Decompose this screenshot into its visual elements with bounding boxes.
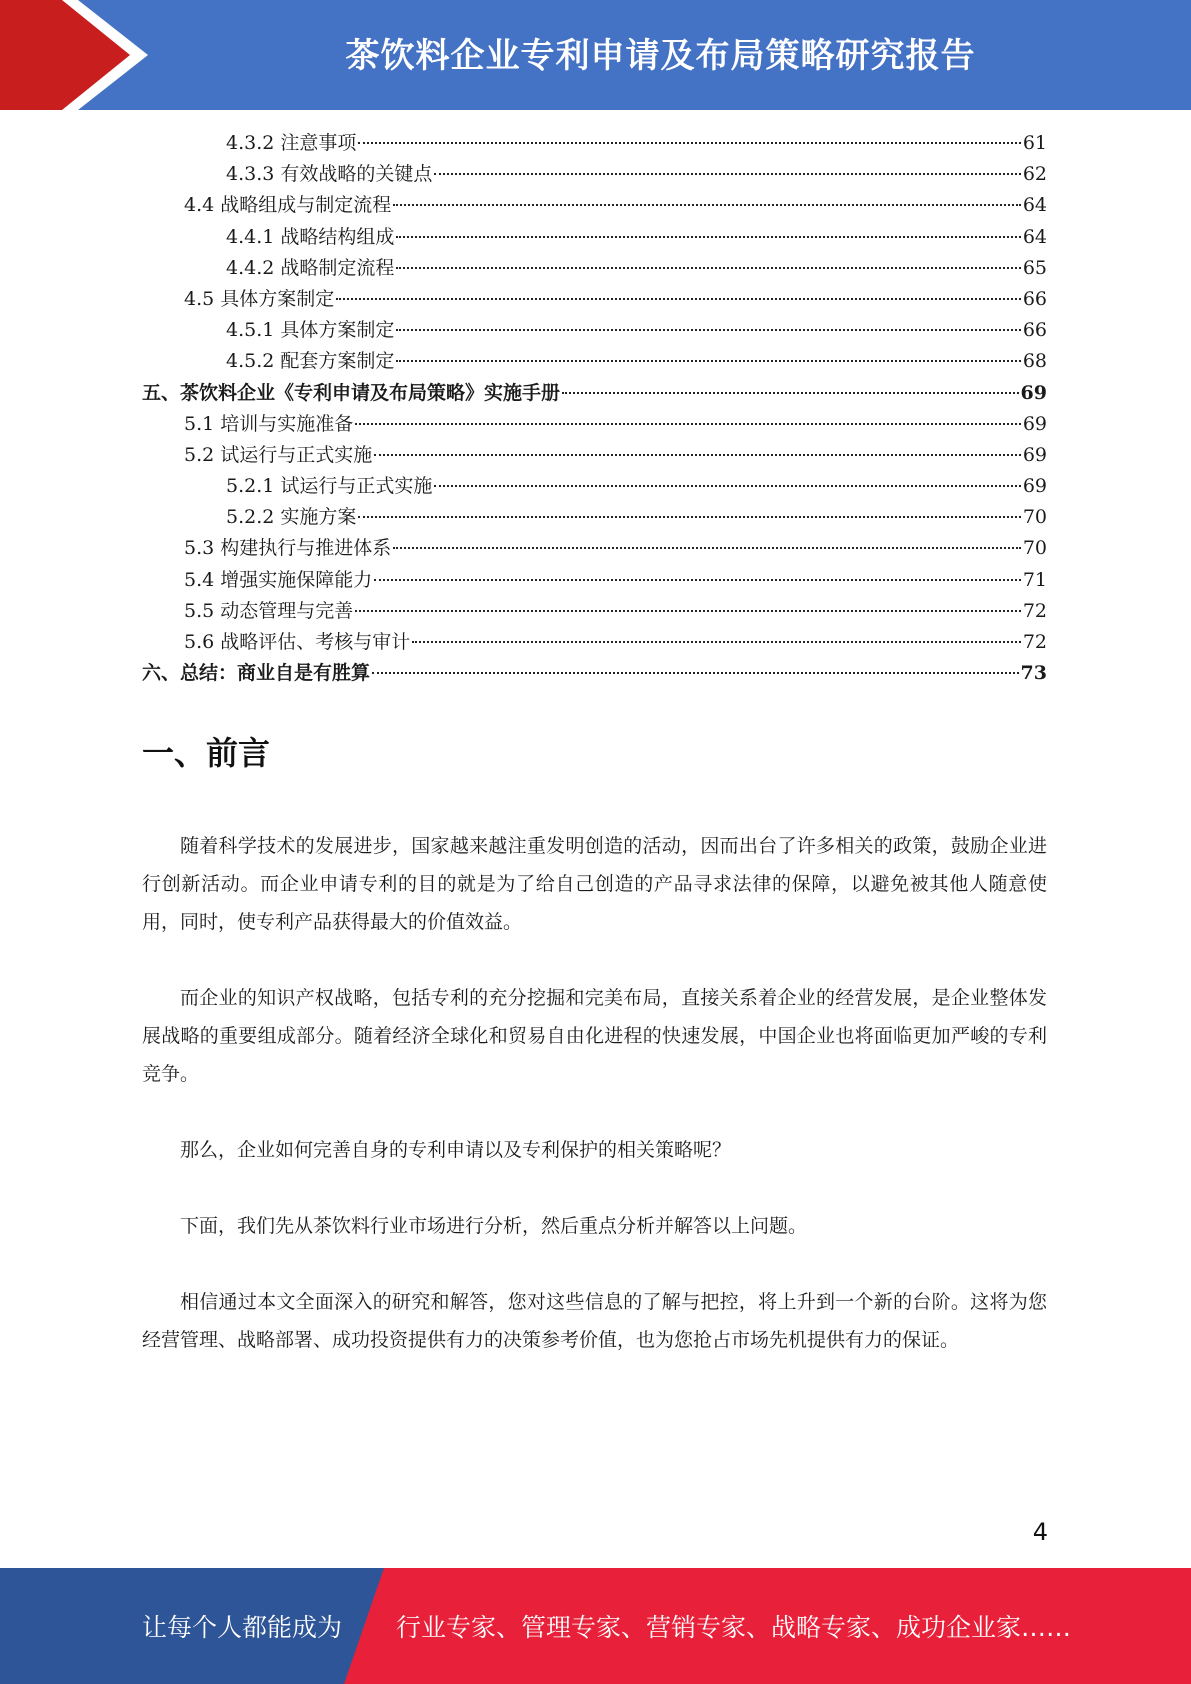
paragraph: 下面，我们先从茶饮料行业市场进行分析，然后重点分析并解答以上问题。 <box>180 1215 808 1237</box>
toc-leader-dots <box>396 360 1020 362</box>
toc-leader-dots <box>434 485 1020 487</box>
toc-entry-page: 69 <box>1022 412 1047 435</box>
toc-entry[interactable] <box>142 159 1047 190</box>
toc-entry-label: 5.2 试运行与正式实施 <box>184 443 373 466</box>
paragraph: 而企业的知识产权战略，包括专利的充分挖掘和完美布局，直接关系着企业的经营发展，是企业整体发展战略的重要组成部分。随着经济全球化和贸易自由化进程的快速发展，中国企业也将面临更加严峻的专利竞争。 <box>142 987 1047 1085</box>
toc-entry-page: 64 <box>1022 194 1047 217</box>
toc-entry-label: 5.2.2 实施方案 <box>226 506 357 529</box>
toc-leader-dots <box>396 329 1020 331</box>
toc-leader-dots <box>374 454 1021 456</box>
toc-entry-label: 5.1 培训与实施准备 <box>184 412 354 435</box>
table-of-contents <box>142 128 1047 689</box>
toc-entry-label: 4.3.3 有效战略的关键点 <box>226 163 433 186</box>
toc-entry-page: 72 <box>1022 599 1047 622</box>
toc-leader-dots <box>355 423 1021 425</box>
toc-entry[interactable] <box>142 565 1047 596</box>
paragraph: 那么，企业如何完善自身的专利申请以及专利保护的相关策略呢？ <box>180 1139 732 1161</box>
toc-leader-dots <box>358 516 1020 518</box>
toc-entry[interactable] <box>142 409 1047 440</box>
toc-entry[interactable] <box>142 627 1047 658</box>
toc-entry-page: 72 <box>1022 631 1047 653</box>
toc-entry-page: 69 <box>1022 475 1047 498</box>
toc-leader-dots <box>358 142 1020 144</box>
toc-entry-label: 5.2.1 试运行与正式实施 <box>226 475 433 498</box>
toc-entry-page: 70 <box>1022 506 1047 529</box>
toc-entry[interactable] <box>142 284 1047 315</box>
toc-entry[interactable] <box>142 440 1047 471</box>
toc-entry-label: 4.5 具体方案制定 <box>184 287 335 310</box>
toc-entry-label: 六、总结：商业自是有胜算 <box>142 662 371 685</box>
toc-leader-dots <box>396 267 1020 269</box>
toc-leader-dots <box>412 641 1021 643</box>
toc-entry[interactable] <box>142 596 1047 627</box>
toc-entry-page: 69 <box>1020 381 1047 404</box>
toc-entry[interactable] <box>142 253 1047 284</box>
paragraph: 相信通过本文全面深入的研究和解答，您对这些信息的了解与把控，将上升到一个新的台阶。这将为您经营管理、战略部署、成功投资提供有力的决策参考价值，也为您抢占市场先机提供有力的保证。 <box>142 1291 1047 1351</box>
section-heading: 一、前言 <box>142 734 271 772</box>
toc-entry-page: 69 <box>1022 443 1047 466</box>
page-number: 4 <box>1032 1518 1048 1546</box>
page-footer <box>0 1568 1191 1684</box>
toc-leader-dots <box>393 204 1021 206</box>
toc-entry-page: 61 <box>1022 132 1047 154</box>
toc-entry-label: 4.4.1 战略结构组成 <box>226 225 395 248</box>
toc-entry-page: 66 <box>1022 319 1047 342</box>
toc-entry-label: 5.4 增强实施保障能力 <box>184 568 373 591</box>
toc-entry-page: 70 <box>1022 537 1047 560</box>
toc-entry-label: 4.3.2 注意事项 <box>226 132 357 154</box>
toc-leader-dots <box>336 298 1021 300</box>
toc-leader-dots <box>372 672 1019 674</box>
toc-entry[interactable] <box>142 222 1047 253</box>
toc-entry[interactable] <box>142 533 1047 564</box>
page-header <box>0 0 1191 110</box>
toc-entry-label: 5.3 构建执行与推进体系 <box>184 537 392 560</box>
toc-leader-dots <box>374 579 1021 581</box>
toc-entry[interactable] <box>142 346 1047 377</box>
toc-entry[interactable] <box>142 128 1047 159</box>
toc-entry[interactable] <box>142 190 1047 221</box>
toc-entry[interactable] <box>142 502 1047 533</box>
toc-entry[interactable] <box>142 315 1047 346</box>
toc-entry-label: 4.5.2 配套方案制定 <box>226 350 395 373</box>
toc-entry-page: 68 <box>1022 350 1047 373</box>
toc-leader-dots <box>562 392 1019 394</box>
footer-slogan-left: 让每个人都能成为 <box>142 1613 343 1642</box>
toc-entry-label: 4.4 战略组成与制定流程 <box>184 194 392 217</box>
toc-leader-dots <box>355 610 1021 612</box>
toc-entry[interactable] <box>142 378 1047 409</box>
paragraph: 随着科学技术的发展进步，国家越来越注重发明创造的活动，因而出台了许多相关的政策，鼓励企业进行创新活动。而企业申请专利的目的就是为了给自己创造的产品寻求法律的保障，以避免被其他人随意使用，同时，使专利产品获得最大的价值效益。 <box>142 835 1047 933</box>
toc-entry-label: 5.6 战略评估、考核与审计 <box>184 631 411 653</box>
toc-entry-label: 5.5 动态管理与完善 <box>184 599 354 622</box>
section-body <box>142 827 1047 1397</box>
toc-entry-page: 66 <box>1022 287 1047 310</box>
toc-entry-label: 五、茶饮料企业《专利申请及布局策略》实施手册 <box>142 381 561 404</box>
toc-entry-page: 65 <box>1022 256 1047 279</box>
toc-entry-page: 62 <box>1022 163 1047 186</box>
toc-entry[interactable] <box>142 658 1047 689</box>
toc-entry-label: 4.5.1 具体方案制定 <box>226 319 395 342</box>
toc-leader-dots <box>393 547 1021 549</box>
report-title: 茶饮料企业专利申请及布局策略研究报告 <box>345 35 976 76</box>
toc-entry-page: 71 <box>1022 568 1047 591</box>
toc-entry-label: 4.4.2 战略制定流程 <box>226 256 395 279</box>
footer-slogan-right: 行业专家、管理专家、营销专家、战略专家、成功企业家…… <box>396 1613 1072 1642</box>
toc-entry-page: 64 <box>1022 225 1047 248</box>
toc-leader-dots <box>434 173 1020 175</box>
toc-entry[interactable] <box>142 471 1047 502</box>
toc-entry-page: 73 <box>1020 662 1047 685</box>
toc-leader-dots <box>396 236 1020 238</box>
